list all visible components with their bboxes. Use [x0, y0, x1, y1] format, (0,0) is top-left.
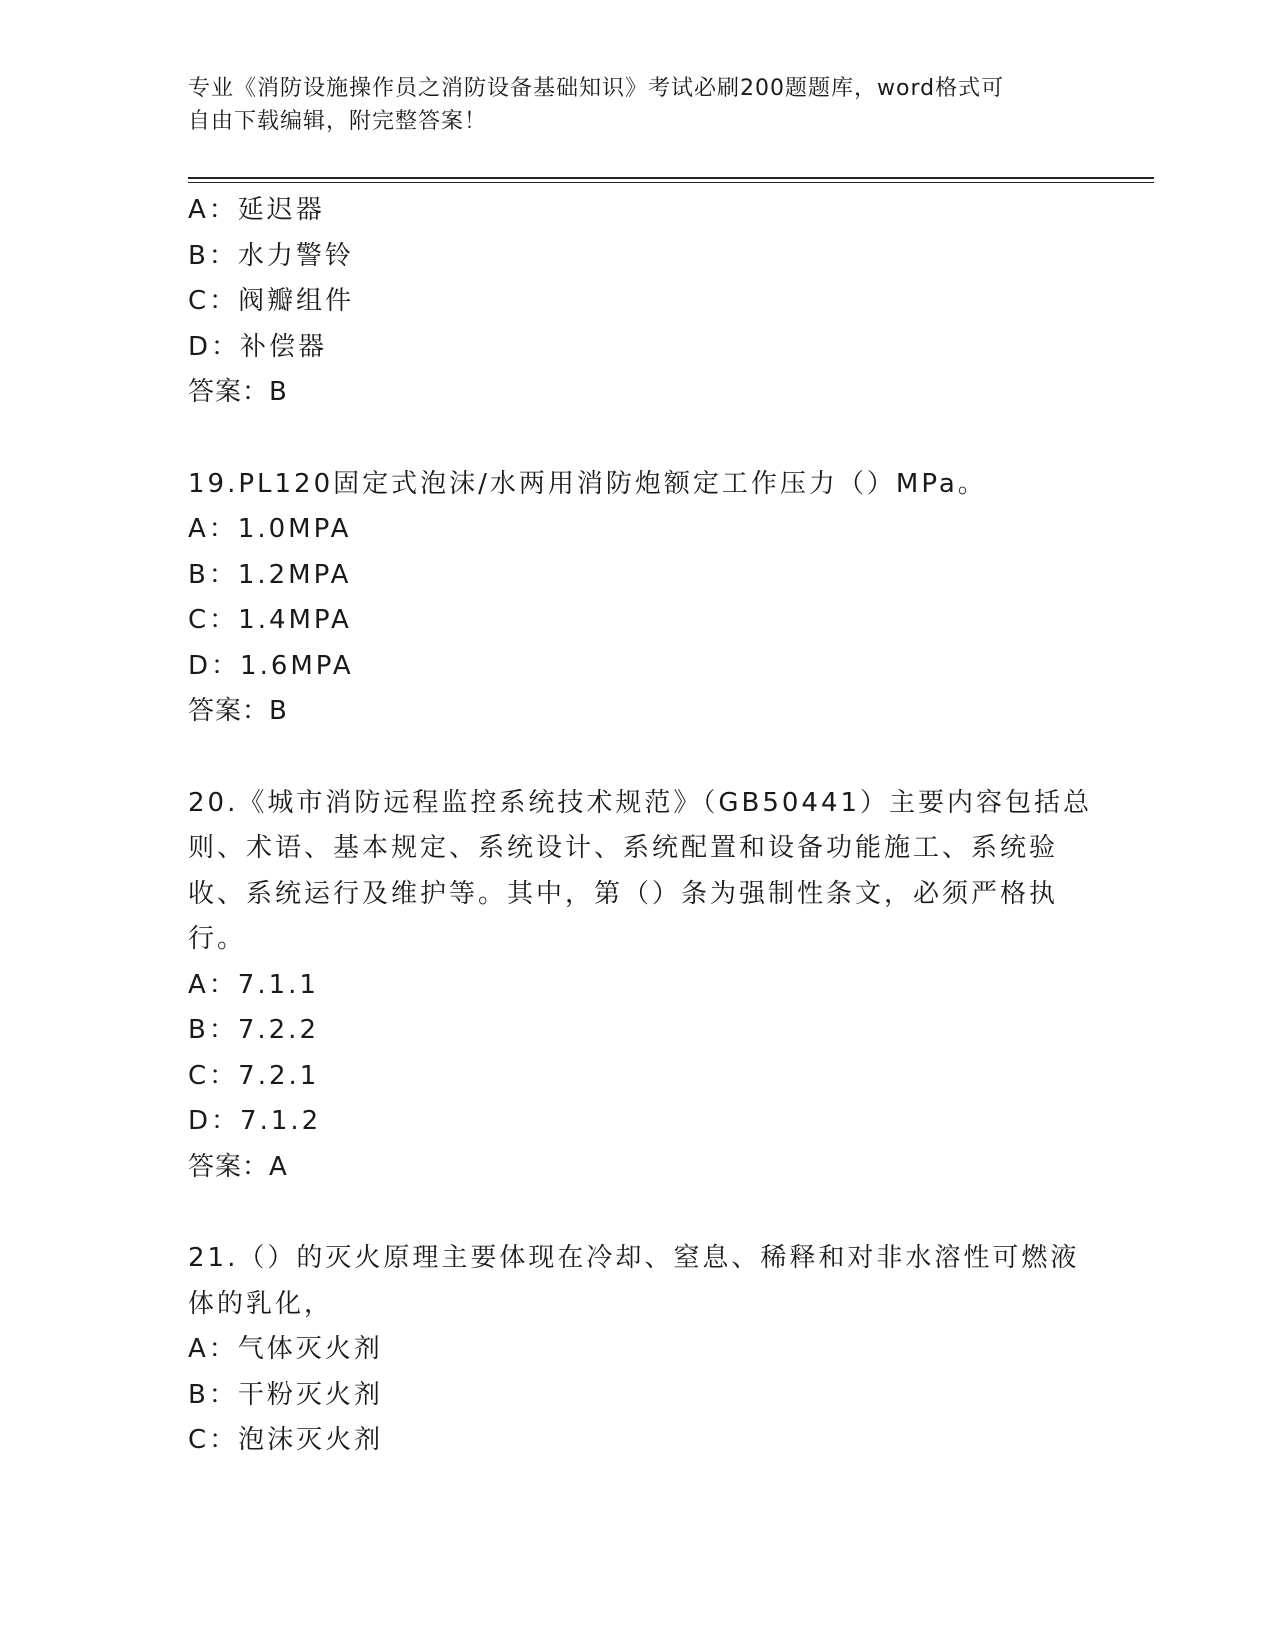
option-d: D：7.1.2: [188, 1106, 322, 1136]
question-stem-line-3: 收、系统运行及维护等。其中，第（）条为强制性条文，必须严格执: [188, 878, 1059, 909]
option-a: A：气体灭火剂: [188, 1334, 383, 1364]
question-18: [188, 188, 1088, 416]
question-20: [188, 781, 1093, 1191]
header-divider-thin: [188, 182, 1154, 183]
question-stem-line-1: 20.《城市消防远程监控系统技术规范》（GB50441）主要内容包括总: [188, 787, 1093, 818]
question-stem: 19.PL120固定式泡沫/水两用消防炮额定工作压力（）MPa。: [188, 468, 987, 499]
question-stem-line-2: 体的乳化，: [188, 1288, 334, 1319]
question-21: [188, 1236, 1088, 1464]
spacer: [188, 735, 1088, 781]
question-stem-line-1: 21.（）的灭火原理主要体现在冷却、窒息、稀释和对非水溶性可燃液: [188, 1243, 1080, 1273]
header-title-line-1: 专业《消防设施操作员之消防设备基础知识》考试必刷200题题库，word格式可: [188, 76, 1005, 101]
option-b: B：7.2.2: [188, 1015, 319, 1045]
option-a: A：1.0MPA: [188, 514, 352, 544]
answer-line: 答案：A: [188, 1151, 288, 1182]
question-stem-line-4: 行。: [188, 924, 247, 954]
option-c: C：1.4MPA: [188, 605, 352, 635]
question-stem-line-2: 则、术语、基本规定、系统设计、系统配置和设备功能施工、系统验: [188, 833, 1059, 863]
option-b: B：1.2MPA: [188, 559, 352, 590]
option-a: A：7.1.1: [188, 969, 319, 1000]
option-c: C：泡沫灭火剂: [188, 1425, 384, 1455]
option-d: D：补偿器: [188, 331, 328, 362]
header-title-line-2: 自由下载编辑，附完整答案！: [188, 109, 488, 134]
answer-line: 答案：B: [188, 696, 288, 726]
header-divider-thick: [188, 177, 1154, 179]
spacer: [188, 1190, 1088, 1236]
question-content: [188, 188, 1093, 1464]
option-d: D：1.6MPA: [188, 650, 354, 681]
spacer: [188, 416, 1088, 462]
option-c: C：阀瓣组件: [188, 286, 355, 316]
page-header: [188, 72, 1068, 138]
option-b: B：水力警铃: [188, 240, 354, 271]
option-c: C：7.2.1: [188, 1060, 320, 1091]
option-a: A：延迟器: [188, 195, 325, 225]
option-b: B：干粉灭火剂: [188, 1379, 383, 1410]
answer-line: 答案：B: [188, 377, 288, 407]
question-19: [188, 462, 1088, 735]
